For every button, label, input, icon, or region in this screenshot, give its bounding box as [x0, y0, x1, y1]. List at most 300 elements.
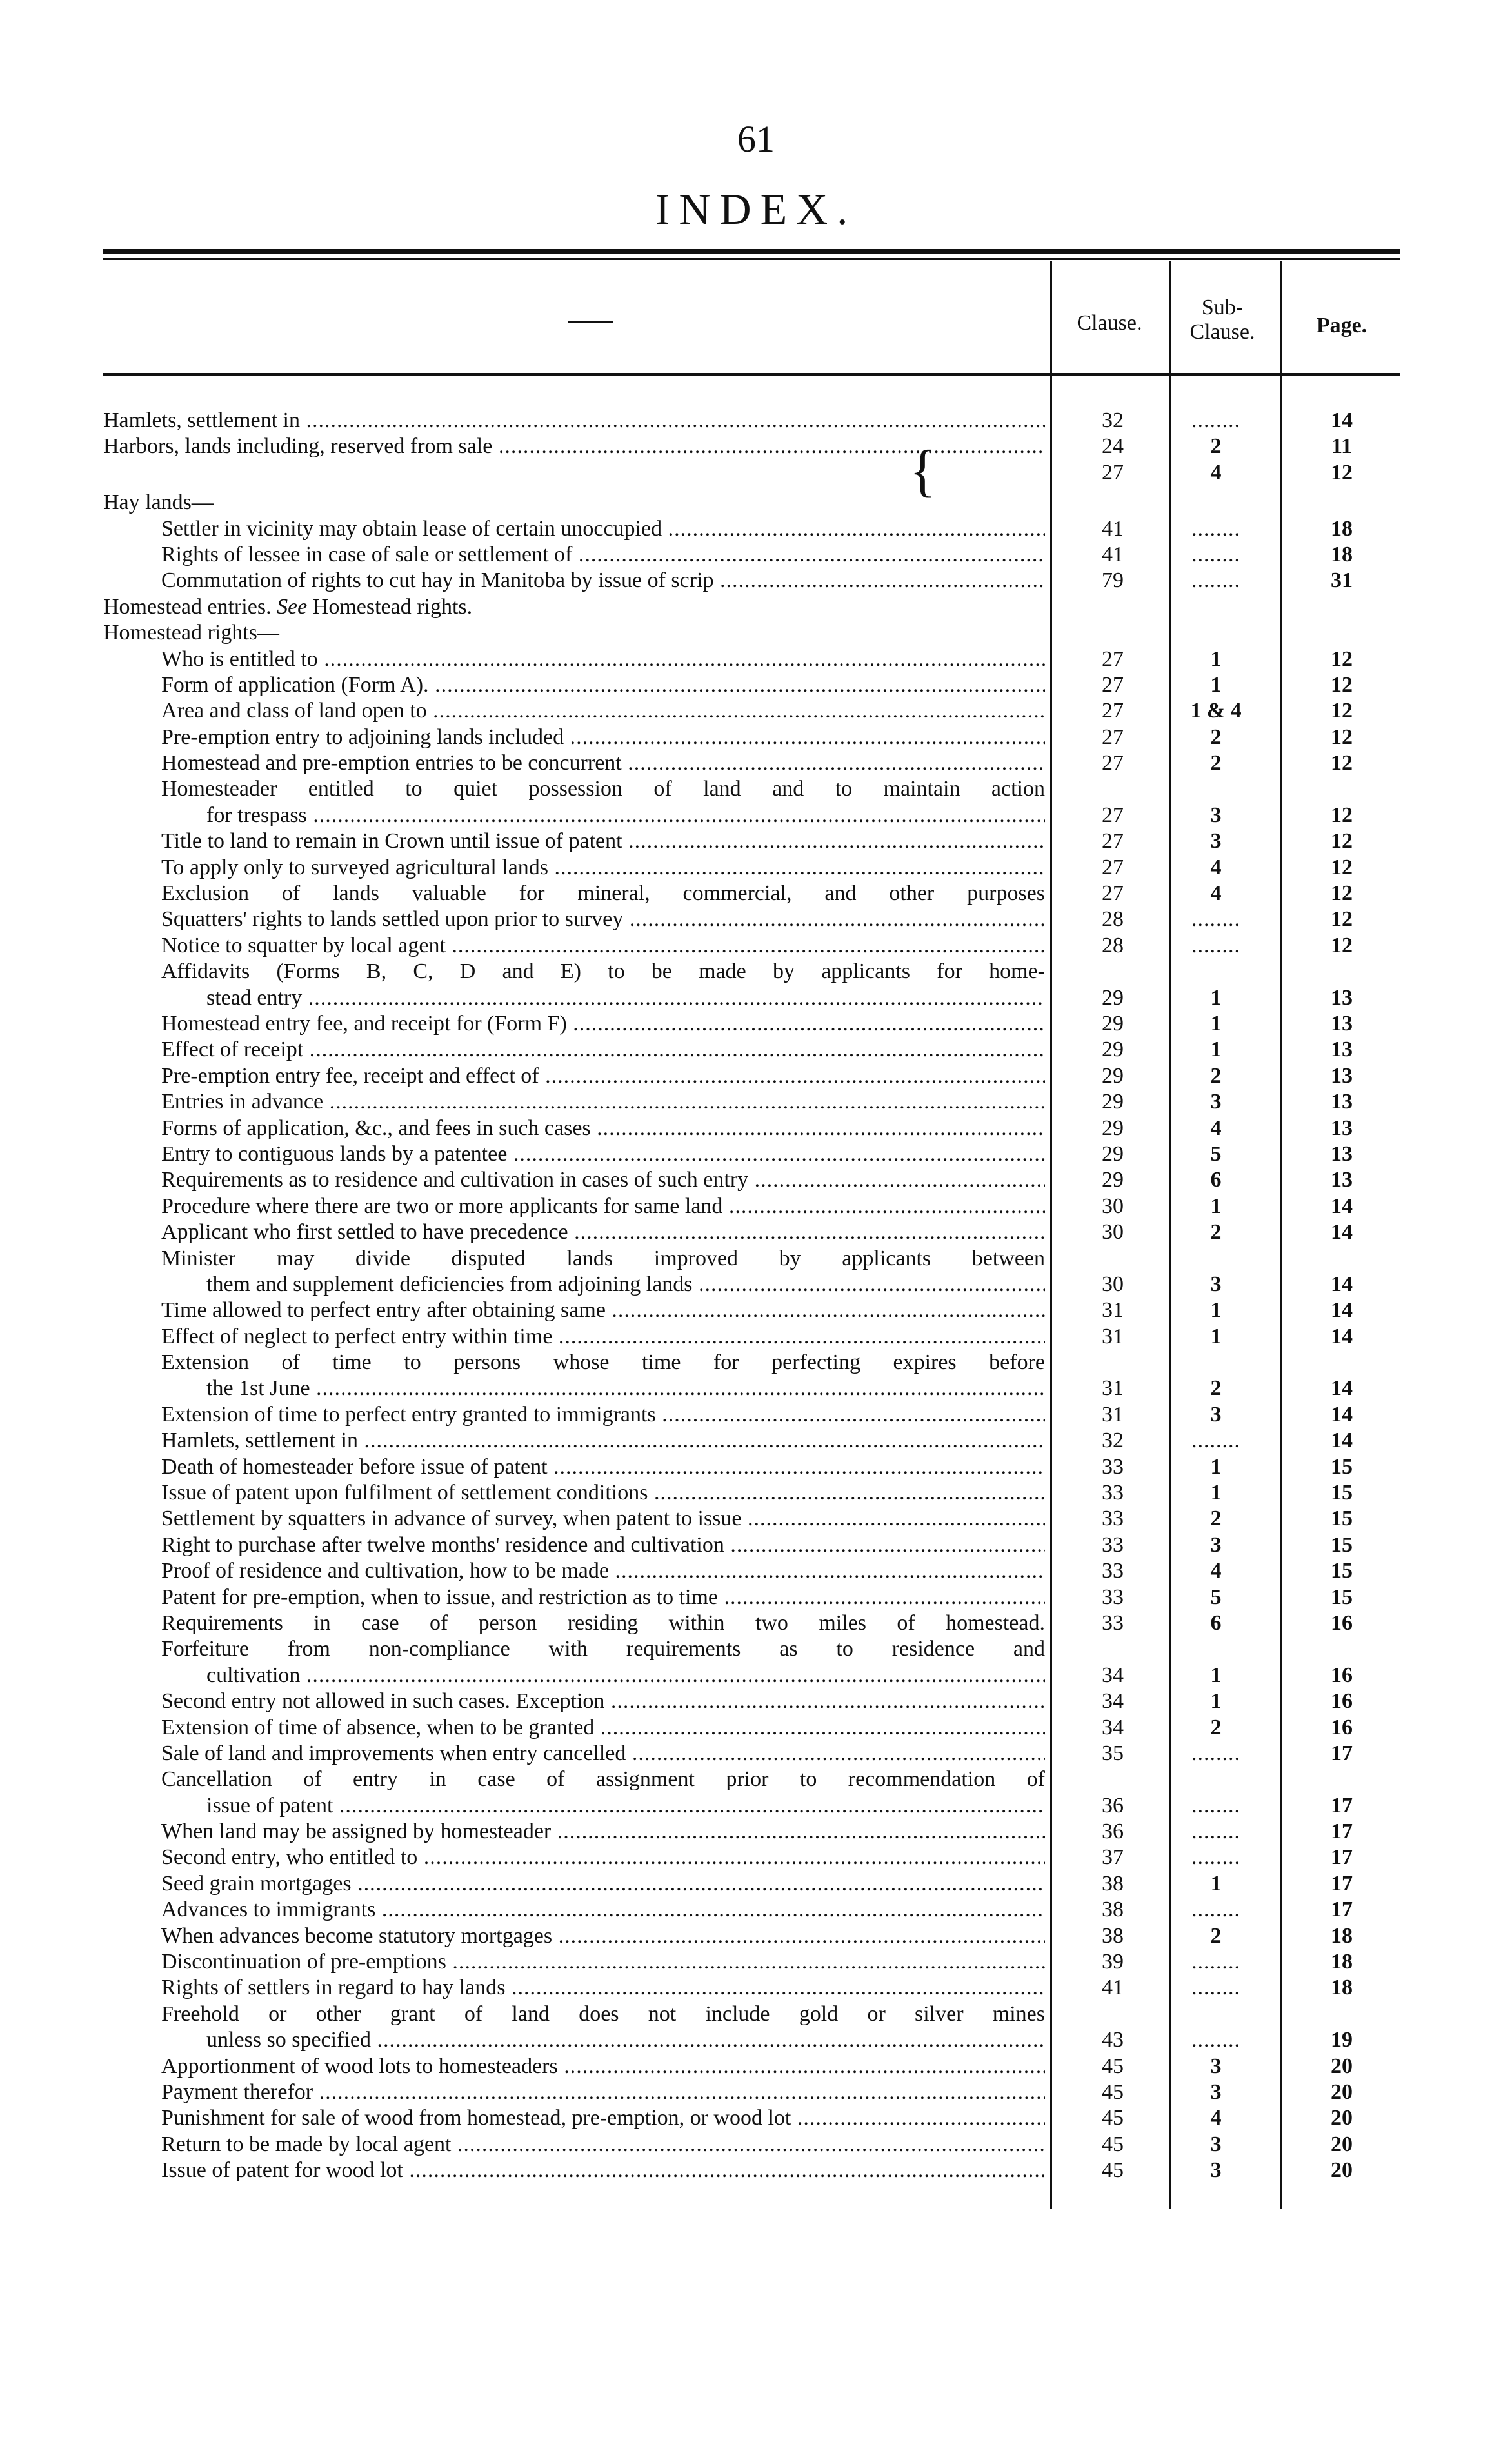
entry-page: 12 [1331, 646, 1353, 671]
index-row [103, 1454, 1400, 1480]
entry-clause: 29 [1102, 1090, 1124, 1114]
entry-clause: 30 [1102, 1194, 1124, 1218]
entry-text: Freehold or other grant of land does not include gold or silver mines [161, 2001, 1045, 2026]
entry-clause: 29 [1102, 1168, 1124, 1192]
index-row [103, 855, 1400, 881]
index-row [103, 1610, 1400, 1636]
entry-clause: 32 [1102, 408, 1124, 432]
entry-page: 13 [1331, 985, 1353, 1010]
entry-subject [206, 1663, 1045, 1688]
entry-reference: Homestead rights. [312, 594, 473, 619]
entry-text: cultivation [206, 1663, 301, 1687]
entry-subclause: ........ [1191, 1741, 1240, 1765]
entry-text: Right to purchase after twelve months' residence and cultivation [161, 1532, 724, 1557]
entry-clause: 41 [1102, 516, 1124, 541]
entry-text: Applicant who first settled to have precedence [161, 1220, 568, 1245]
entry-subject [161, 1610, 1045, 1636]
index-row [103, 542, 1400, 568]
entry-subclause: ........ [1191, 1793, 1240, 1818]
index-row [103, 1141, 1400, 1167]
entry-subject [161, 933, 1045, 959]
entry-text: the 1st June [206, 1376, 310, 1401]
entry-clause: 27 [1102, 881, 1124, 906]
entry-clause: 32 [1102, 1428, 1124, 1453]
entry-subject [161, 672, 1045, 698]
entry-subclause: 2 [1210, 751, 1222, 776]
index-row [103, 1506, 1400, 1532]
entry-text: Punishment for sale of wood from homestead, pre-emption, or wood lot [161, 2106, 791, 2130]
page-title: INDEX. [655, 185, 857, 234]
entry-subject [161, 1428, 1045, 1454]
entry-subject [103, 490, 1045, 516]
entry-page: 12 [1331, 672, 1353, 697]
entry-text: Squatters' rights to lands settled upon prior to survey [161, 907, 624, 932]
entry-subclause: ........ [1191, 2028, 1240, 2052]
top-rule-thin [103, 258, 1400, 260]
entry-page: 14 [1331, 1402, 1353, 1427]
entry-clause: 27 [1102, 460, 1124, 485]
entry-subclause: 3 [1210, 2158, 1222, 2183]
entry-subclause: 6 [1210, 1610, 1222, 1635]
entry-text: issue of patent [206, 1793, 333, 1818]
entry-subclause: 3 [1210, 1090, 1222, 1114]
entry-subclause: 3 [1210, 2080, 1222, 2104]
entry-subject [206, 985, 1045, 1011]
entry-clause: 39 [1102, 1950, 1124, 1974]
entry-page: 13 [1331, 1141, 1353, 1166]
entry-subject [161, 2132, 1045, 2158]
entry-text: Settlement by squatters in advance of survey, when patent to issue [161, 1507, 742, 1531]
entry-text: Homestead entry fee, and receipt for (Form F) [161, 1011, 567, 1036]
entry-page: 15 [1331, 1481, 1353, 1505]
entry-subclause: 1 [1210, 1871, 1222, 1896]
index-row [103, 1819, 1400, 1845]
entry-subject [161, 776, 1045, 802]
entry-subclause: 2 [1210, 1507, 1222, 1531]
entry-text: them and supplement deficiencies from adjoining lands [206, 1272, 693, 1296]
entry-page: 31 [1331, 568, 1353, 593]
entry-text: for trespass [206, 803, 307, 827]
entry-clause: 41 [1102, 542, 1124, 566]
entry-page: 13 [1331, 1090, 1353, 1114]
index-row [103, 2105, 1400, 2131]
entry-page: 15 [1331, 1585, 1353, 1609]
entry-page: 17 [1331, 1819, 1353, 1844]
entry-clause: 33 [1102, 1532, 1124, 1557]
entry-subclause: ........ [1191, 1845, 1240, 1870]
entry-subject [161, 1089, 1045, 1115]
entry-text: Patent for pre-emption, when to issue, and restriction as to time [161, 1585, 719, 1609]
entry-clause: 33 [1102, 1610, 1124, 1635]
entry-subject [103, 408, 1045, 434]
entry-subclause: 1 [1210, 672, 1222, 697]
entry-clause: 29 [1102, 985, 1124, 1010]
header-page: Page. [1316, 314, 1368, 337]
index-row [103, 1011, 1400, 1037]
entry-subject [161, 1923, 1045, 1949]
index-row [103, 1350, 1400, 1376]
entry-text: Entry to contiguous lands by a patentee [161, 1141, 508, 1166]
index-row [103, 1194, 1400, 1219]
index-row [103, 2132, 1400, 2158]
index-row [103, 2054, 1400, 2079]
entry-text: Homestead rights— [103, 621, 279, 645]
entry-clause: 43 [1102, 2028, 1124, 2052]
entry-clause: 29 [1102, 1141, 1124, 1166]
entry-subject [161, 1506, 1045, 1532]
entry-text: Settler in vicinity may obtain lease of certain unoccupied [161, 516, 662, 541]
header-rule [103, 373, 1400, 376]
entry-text: Extension of time of absence, when to be granted [161, 1715, 595, 1739]
entry-clause: 27 [1102, 699, 1124, 723]
entry-page: 15 [1331, 1507, 1353, 1531]
entry-clause: 27 [1102, 751, 1124, 776]
index-entries [103, 408, 1400, 2184]
entry-subclause: 1 [1210, 1689, 1222, 1714]
entry-subject [161, 2158, 1045, 2183]
entry-text: Discontinuation of pre-emptions [161, 1950, 446, 1974]
entry-page: 12 [1331, 803, 1353, 827]
entry-subject [161, 1037, 1045, 1063]
entry-text: Affidavits (Forms B, C, D and E) to be made by applicants for home- [161, 959, 1045, 984]
entry-page: 12 [1331, 725, 1353, 749]
index-row [103, 906, 1400, 932]
entry-clause: 35 [1102, 1741, 1124, 1765]
entry-clause: 36 [1102, 1819, 1124, 1844]
entry-clause: 45 [1102, 2132, 1124, 2156]
entry-subclause: 5 [1210, 1141, 1222, 1166]
entry-clause: 27 [1102, 725, 1124, 749]
entry-subclause: ........ [1191, 907, 1240, 932]
entry-clause: 79 [1102, 568, 1124, 593]
entry-clause: 30 [1102, 1220, 1124, 1245]
entry-subject [206, 2027, 1045, 2053]
entry-subclause: 1 [1210, 1037, 1222, 1062]
entry-page: 14 [1331, 1194, 1353, 1218]
index-row [103, 1636, 1400, 1662]
entry-text: Pre-emption entry to adjoining lands included [161, 725, 564, 749]
entry-page: 18 [1331, 1923, 1353, 1948]
entry-clause: 28 [1102, 907, 1124, 932]
entry-text: Exclusion of lands valuable for mineral, commercial, and other purposes [161, 881, 1045, 906]
entry-subclause: 3 [1210, 1272, 1222, 1296]
entry-page: 12 [1331, 829, 1353, 854]
entry-page: 13 [1331, 1116, 1353, 1140]
entry-page: 13 [1331, 1168, 1353, 1192]
entry-text: When land may be assigned by homesteader [161, 1819, 552, 1844]
header-clause: Clause. [1077, 311, 1142, 335]
entry-text: Issue of patent for wood lot [161, 2158, 403, 2183]
entry-subject [161, 568, 1045, 594]
entry-subject [161, 1480, 1045, 1506]
entry-subclause: 3 [1210, 2132, 1222, 2156]
entry-clause: 34 [1102, 1689, 1124, 1714]
entry-clause: 27 [1102, 672, 1124, 697]
index-row [103, 1324, 1400, 1350]
index-row [103, 1871, 1400, 1897]
entry-text: Forfeiture from non-compliance with requirements as to residence and [161, 1637, 1045, 1661]
index-row [103, 516, 1400, 542]
entry-clause: 28 [1102, 933, 1124, 957]
index-row [103, 672, 1400, 698]
index-row [103, 1297, 1400, 1323]
entry-page: 11 [1331, 434, 1353, 459]
entry-subclause: ........ [1191, 516, 1240, 541]
entry-subject [161, 1636, 1045, 1662]
entry-clause: 38 [1102, 1923, 1124, 1948]
index-row [103, 1480, 1400, 1506]
entry-clause: 33 [1102, 1507, 1124, 1531]
index-row [103, 2158, 1400, 2183]
entry-page: 12 [1331, 751, 1353, 776]
entry-clause: 29 [1102, 1116, 1124, 1140]
entry-subclause: 3 [1210, 803, 1222, 827]
entry-page: 12 [1331, 881, 1353, 906]
index-row [103, 725, 1400, 750]
entry-page: 14 [1331, 1428, 1353, 1453]
entry-brace: { [910, 437, 937, 503]
entry-text: Who is entitled to [161, 646, 318, 671]
index-row [103, 1063, 1400, 1089]
entry-text: Pre-emption entry fee, receipt and effect of [161, 1063, 539, 1088]
entry-subject [161, 1897, 1045, 1923]
entry-page: 12 [1331, 460, 1353, 485]
entry-page: 12 [1331, 907, 1353, 932]
entry-text: Homestead entries. [103, 594, 272, 619]
entry-clause: 33 [1102, 1481, 1124, 1505]
entry-page: 18 [1331, 516, 1353, 541]
index-row [103, 1246, 1400, 1272]
index-row [103, 750, 1400, 776]
index-row [103, 1923, 1400, 1949]
index-row [103, 1116, 1400, 1141]
entry-subclause: 1 & 4 [1190, 699, 1242, 723]
entry-subject [161, 881, 1045, 906]
index-row [103, 1376, 1400, 1401]
entry-clause: 30 [1102, 1272, 1124, 1296]
entry-text: Hamlets, settlement in [161, 1428, 358, 1453]
entry-clause: 38 [1102, 1898, 1124, 1922]
entry-page: 15 [1331, 1532, 1353, 1557]
entry-subject [161, 725, 1045, 750]
header-sub-clause [1168, 295, 1277, 345]
entry-text: Commutation of rights to cut hay in Manitoba by issue of scrip [161, 568, 714, 593]
entry-page: 20 [1331, 2158, 1353, 2183]
entry-subclause: ........ [1191, 1898, 1240, 1922]
entry-subclause: 1 [1210, 1324, 1222, 1348]
entry-page: 17 [1331, 1793, 1353, 1818]
entry-clause: 27 [1102, 829, 1124, 854]
entry-subject [103, 434, 1045, 459]
entry-page: 16 [1331, 1715, 1353, 1739]
entry-page: 13 [1331, 1011, 1353, 1036]
index-row [103, 1428, 1400, 1454]
entry-clause: 37 [1102, 1845, 1124, 1870]
entry-subject [161, 1454, 1045, 1480]
index-row [103, 1558, 1400, 1584]
entry-text: Issue of patent upon fulfilment of settlement conditions [161, 1481, 648, 1505]
entry-clause: 29 [1102, 1037, 1124, 1062]
entry-subject [161, 1246, 1045, 1272]
entry-subject [161, 1585, 1045, 1610]
entry-subclause: 3 [1210, 2054, 1222, 2078]
entry-subclause: 1 [1210, 1011, 1222, 1036]
entry-page: 12 [1331, 933, 1353, 957]
index-row [103, 1402, 1400, 1428]
entry-clause: 45 [1102, 2106, 1124, 2130]
entry-subject [161, 1949, 1045, 1975]
entry-page: 14 [1331, 1272, 1353, 1296]
entry-subject [161, 1402, 1045, 1428]
entry-page: 13 [1331, 1063, 1353, 1088]
entry-clause: 34 [1102, 1663, 1124, 1687]
entry-page: 19 [1331, 2028, 1353, 2052]
entry-clause: 27 [1102, 646, 1124, 671]
index-row [103, 568, 1400, 594]
entry-page: 13 [1331, 1037, 1353, 1062]
header-sub-clause-line1: Sub- [1201, 295, 1244, 319]
entry-page: 16 [1331, 1689, 1353, 1714]
entry-subclause: 1 [1210, 1663, 1222, 1687]
entry-subject [161, 1194, 1045, 1219]
entry-subclause: ........ [1191, 542, 1240, 566]
entry-page: 14 [1331, 1220, 1353, 1245]
entry-page: 16 [1331, 1610, 1353, 1635]
index-row [103, 2027, 1400, 2053]
entry-page: 20 [1331, 2054, 1353, 2078]
index-row [103, 803, 1400, 828]
index-row [103, 1688, 1400, 1714]
entry-subject [161, 1741, 1045, 1767]
entry-page: 17 [1331, 1871, 1353, 1896]
entry-subject [161, 1141, 1045, 1167]
entry-subject [161, 1350, 1045, 1376]
entry-page: 18 [1331, 1950, 1353, 1974]
index-row [103, 1715, 1400, 1741]
entry-subject [206, 1272, 1045, 1297]
entry-page: 15 [1331, 1559, 1353, 1583]
index-row [103, 933, 1400, 959]
entry-page: 20 [1331, 2132, 1353, 2156]
entry-text: Death of homesteader before issue of patent [161, 1454, 548, 1479]
entry-see: See [277, 594, 308, 619]
index-row [103, 1272, 1400, 1297]
entry-subject [161, 2079, 1045, 2105]
entry-subject [161, 1324, 1045, 1350]
entry-subject [161, 1715, 1045, 1741]
entry-subclause: 4 [1210, 1559, 1222, 1583]
entry-page: 14 [1331, 1376, 1353, 1401]
entry-subject [161, 1975, 1045, 2001]
entry-text: Second entry not allowed in such cases. Exception [161, 1689, 605, 1714]
entry-subclause: 3 [1210, 829, 1222, 854]
entry-text: Payment therefor [161, 2080, 313, 2104]
entry-text: Notice to squatter by local agent [161, 933, 446, 957]
entry-page: 20 [1331, 2106, 1353, 2130]
index-row [103, 434, 1400, 459]
index-row [103, 1845, 1400, 1870]
entry-text: Entries in advance [161, 1090, 324, 1114]
index-row [103, 1532, 1400, 1558]
index-row [103, 1975, 1400, 2001]
index-row [103, 1897, 1400, 1923]
entry-clause: 24 [1102, 434, 1124, 459]
entry-subject [161, 1297, 1045, 1323]
entry-subclause: 5 [1210, 1585, 1222, 1609]
index-row [103, 985, 1400, 1011]
entry-subclause: 2 [1210, 1063, 1222, 1088]
entry-subclause: 3 [1210, 1532, 1222, 1557]
entry-clause: 36 [1102, 1793, 1124, 1818]
entry-text: Area and class of land open to [161, 699, 427, 723]
entry-subclause: 2 [1210, 434, 1222, 459]
entry-subject [161, 542, 1045, 568]
entry-subject [161, 516, 1045, 542]
entry-text: Harbors, lands including, reserved from sale [103, 434, 493, 459]
entry-page: 17 [1331, 1741, 1353, 1765]
entry-subclause: ........ [1191, 1428, 1240, 1453]
entry-text: Rights of settlers in regard to hay lands [161, 1976, 506, 2000]
entry-subject [103, 594, 1045, 620]
entry-clause: 29 [1102, 1011, 1124, 1036]
entry-text: Extension of time to persons whose time for perfecting expires before [161, 1350, 1045, 1375]
entry-subject [161, 1011, 1045, 1037]
entry-clause: 45 [1102, 2080, 1124, 2104]
page-number: 61 [737, 118, 775, 160]
entry-clause: 45 [1102, 2054, 1124, 2078]
entry-text: Second entry, who entitled to [161, 1845, 418, 1870]
entry-page: 18 [1331, 1976, 1353, 2000]
entry-subject [161, 855, 1045, 881]
index-row [103, 2001, 1400, 2027]
entry-page: 14 [1331, 1298, 1353, 1323]
entry-clause: 45 [1102, 2158, 1124, 2183]
entry-page: 17 [1331, 1845, 1353, 1870]
index-row [103, 646, 1400, 672]
entry-clause: 38 [1102, 1871, 1124, 1896]
entry-clause: 31 [1102, 1324, 1124, 1348]
entry-text: Proof of residence and cultivation, how to be made [161, 1559, 609, 1583]
header-sub-clause-line2: Clause. [1189, 320, 1255, 344]
entry-text: Minister may divide disputed lands improved by applicants between [161, 1246, 1045, 1270]
index-row [103, 620, 1400, 646]
index-row [103, 1663, 1400, 1688]
entry-subject [161, 828, 1045, 854]
entry-subject [161, 1871, 1045, 1897]
entry-subject [161, 1219, 1045, 1245]
entry-subject [161, 1532, 1045, 1558]
entry-page: 20 [1331, 2080, 1353, 2104]
entry-subclause: ........ [1191, 933, 1240, 957]
index-row [103, 828, 1400, 854]
index-row [103, 1089, 1400, 1115]
entry-text: unless so specified [206, 2028, 371, 2052]
entry-text: Extension of time to perfect entry granted to immigrants [161, 1402, 656, 1427]
entry-subclause: 1 [1210, 1298, 1222, 1323]
entry-clause: 33 [1102, 1585, 1124, 1609]
entry-subject [103, 620, 1045, 646]
entry-text: Rights of lessee in case of sale or settlement of [161, 542, 573, 566]
entry-text: Hamlets, settlement in [103, 408, 300, 432]
entry-clause: 27 [1102, 855, 1124, 879]
entry-subclause: ........ [1191, 1819, 1240, 1844]
entry-text: Apportionment of wood lots to homesteaders [161, 2054, 558, 2078]
entry-page: 14 [1331, 1324, 1353, 1348]
index-row [103, 2079, 1400, 2105]
entry-page: 16 [1331, 1663, 1353, 1687]
index-row [103, 776, 1400, 802]
entry-text: Effect of receipt [161, 1037, 304, 1062]
